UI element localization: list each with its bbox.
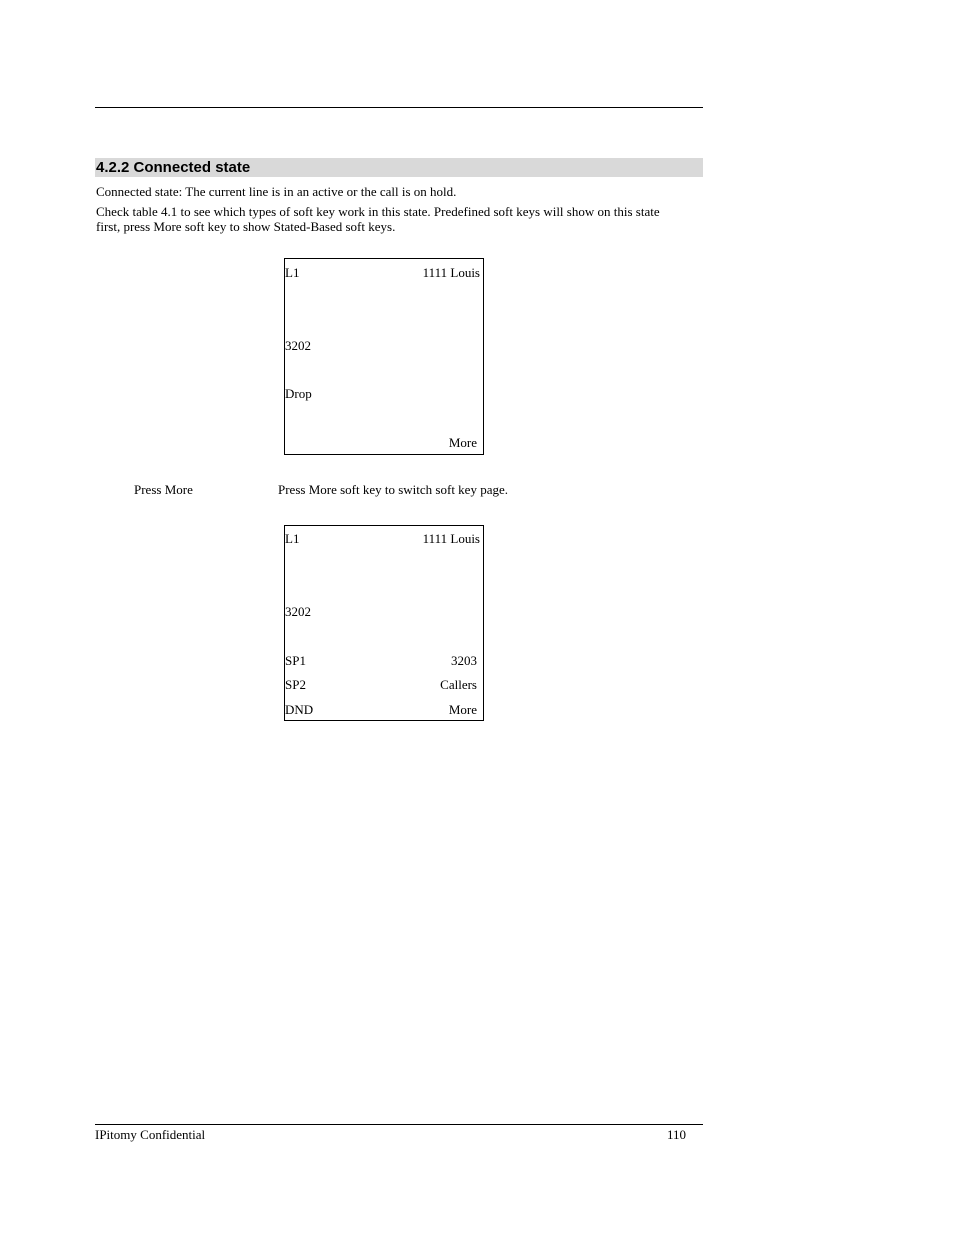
screen-dialed-number: 3202 <box>285 604 311 619</box>
softkey-sp2[interactable]: SP2 <box>285 677 306 692</box>
softkey-dnd[interactable]: DND <box>285 702 314 717</box>
screen-line-label: L1 <box>285 531 300 546</box>
header-rule <box>95 107 703 108</box>
softkey-more[interactable]: More <box>448 702 477 717</box>
footer-rule <box>95 1124 703 1125</box>
step-action: Press More <box>134 482 193 497</box>
softkey-more[interactable]: More <box>448 435 477 450</box>
screen-line-label: L1 <box>285 265 300 280</box>
footer-confidential: IPitomy Confidential <box>95 1127 206 1142</box>
screen-dialed-number: 3202 <box>285 338 311 353</box>
screen-caller-id: 1111 Louis <box>422 265 480 280</box>
softkey-callers[interactable]: Callers <box>440 677 477 692</box>
speed-dial-3203[interactable]: 3203 <box>451 653 477 668</box>
section-heading: 4.2.2 Connected state <box>96 159 251 176</box>
softkey-sp1[interactable]: SP1 <box>285 653 306 668</box>
paragraph-connected-state: Connected state: The current line is in an active or the call is on hold. <box>96 184 457 199</box>
phone-screen-state-based <box>284 525 484 721</box>
footer-page-number: 110 <box>667 1127 687 1142</box>
softkey-drop[interactable]: Drop <box>285 386 312 401</box>
paragraph-soft-keys-line2: first, press More soft key to show Stated-Based soft keys. <box>96 219 396 234</box>
screen-caller-id: 1111 Louis <box>422 531 480 546</box>
paragraph-soft-keys-line1: Check table 4.1 to see which types of soft key work in this state. Predefined soft keys will show on this state <box>96 204 660 219</box>
paragraph-soft-keys <box>96 204 696 234</box>
phone-screen-predefined <box>284 258 484 455</box>
step-description: Press More soft key to switch soft key page. <box>278 482 508 497</box>
